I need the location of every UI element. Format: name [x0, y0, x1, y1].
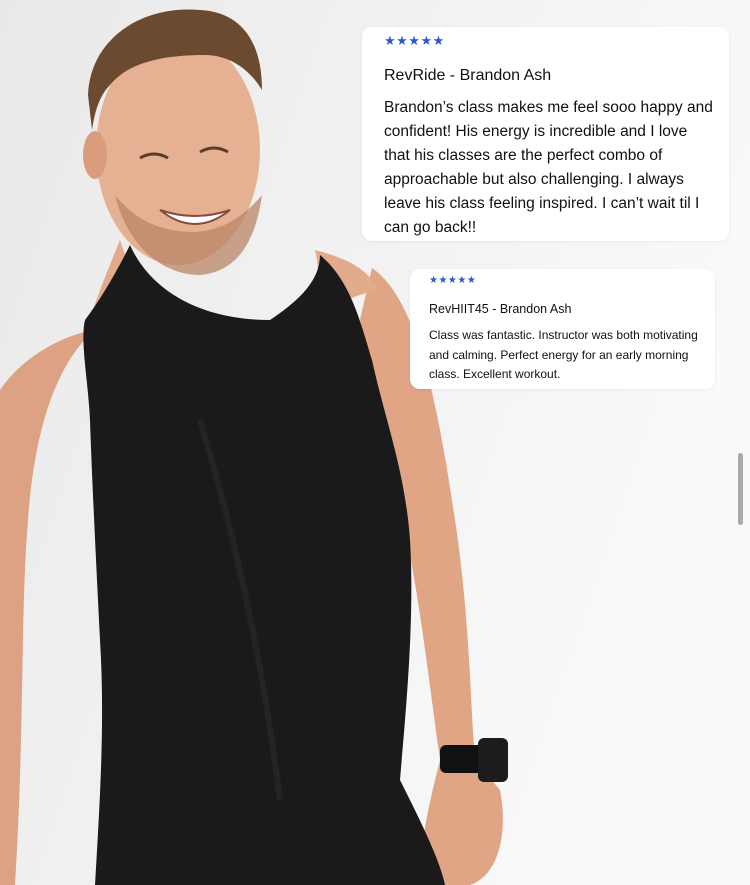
star-rating: ★★★★★ [429, 275, 477, 286]
review-title: RevHIIT45 - Brandon Ash [429, 302, 572, 316]
scrollbar-thumb[interactable] [738, 453, 743, 525]
star-rating: ★★★★★ [384, 33, 445, 48]
review-card-revhiit45 [410, 269, 715, 389]
review-body: Brandon’s class makes me feel sooo happy and confident! His energy is incredible and I love that his classes are the perfect combo of approachable but also challenging. I always leave his class feeling inspired. I can’t wait til I can go back!! [384, 99, 713, 236]
review-title: RevRide - Brandon Ash [384, 67, 552, 84]
review-card-revride [362, 27, 729, 241]
review-body: Class was fantastic. Instructor was both motivating and calming. Perfect energy for an early morning class. Excellent workout. [429, 328, 698, 381]
